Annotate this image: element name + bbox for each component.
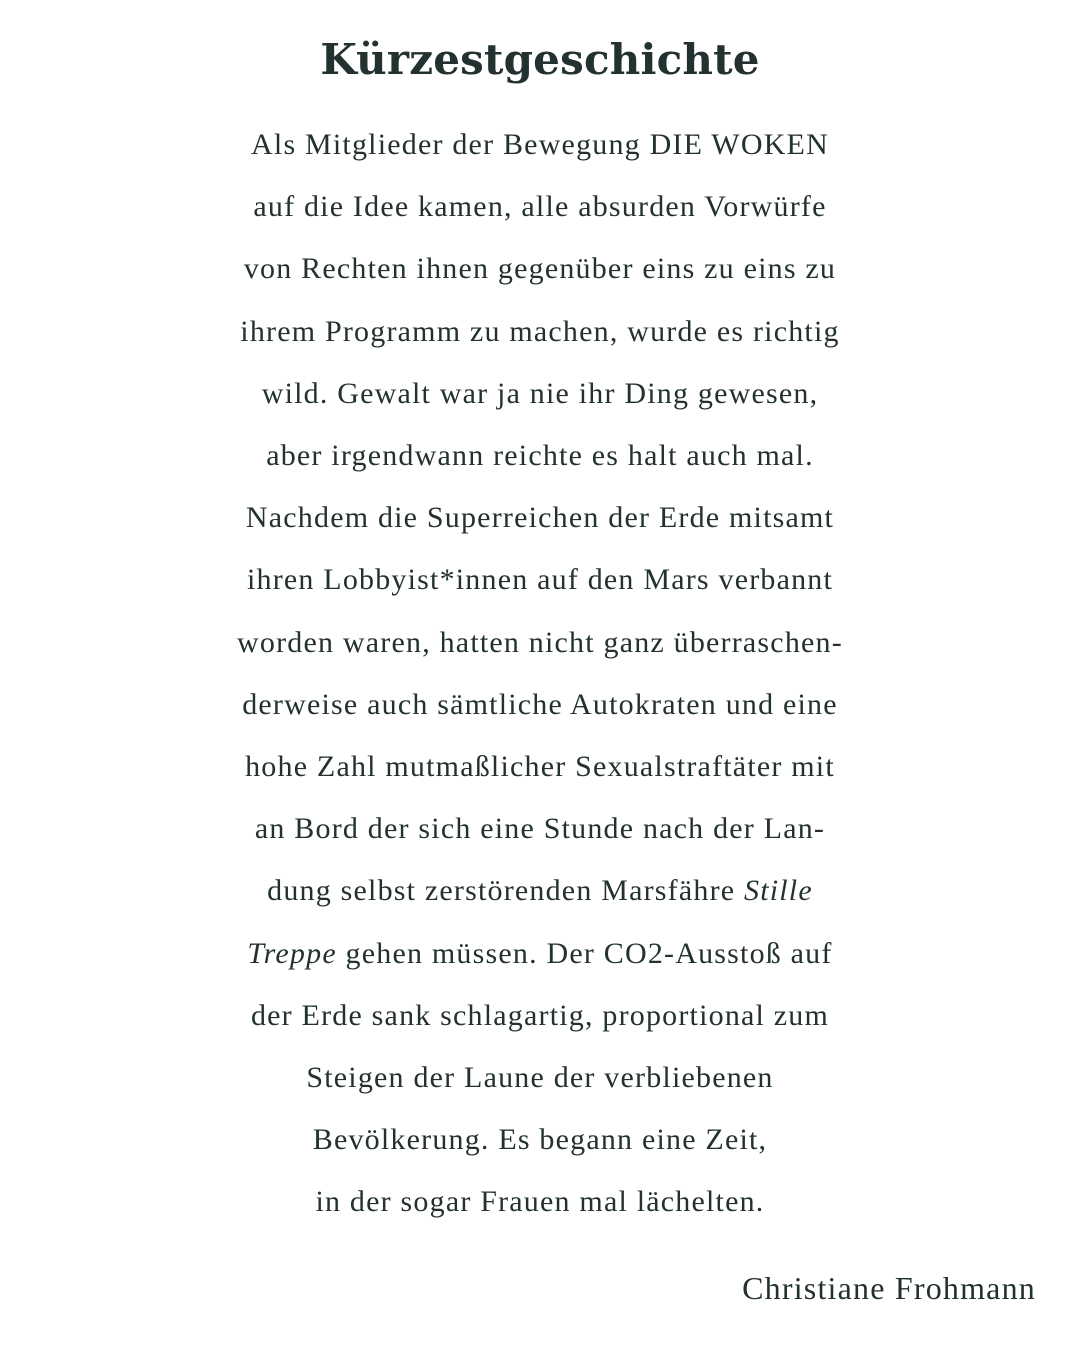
story-line: Als Mitglieder der Bewegung DIE WOKEN bbox=[251, 128, 829, 161]
story-line: an Bord der sich eine Stunde nach der Lan- bbox=[254, 812, 826, 846]
story-title: Kürzestgeschichte bbox=[320, 35, 760, 84]
story-line: in der sogar Frauen mal lächelten. bbox=[315, 1185, 765, 1219]
story-line-text: dung selbst zerstörenden Marsfähre bbox=[267, 874, 736, 908]
story-line-with-italic bbox=[0, 923, 1080, 985]
story-line: hohe Zahl mutmaßlicher Sexualstraftäter mit bbox=[245, 750, 835, 784]
story-line: Nachdem die Superreichen der Erde mitsamt bbox=[245, 501, 835, 535]
author-name: Christiane Frohmann bbox=[742, 1270, 1036, 1306]
story-line: auf die Idee kamen, alle absurden Vorwürfe bbox=[253, 190, 827, 224]
story-line: der Erde sank schlagartig, proportional zum bbox=[250, 998, 830, 1032]
story-line: ihrem Programm zu machen, wurde es richtig bbox=[240, 314, 840, 348]
story-line: ihren Lobbyist*innen auf den Mars verbannt bbox=[246, 563, 834, 597]
ship-name-italic: Stille bbox=[744, 874, 813, 908]
story-line: Bevölkerung. Es begann eine Zeit, bbox=[312, 1123, 768, 1157]
story-line: aber irgendwann reichte es halt auch mal. bbox=[266, 439, 814, 473]
story-line: worden waren, hatten nicht ganz überraschen- bbox=[237, 625, 843, 659]
story-line-with-italic bbox=[0, 860, 1080, 922]
ship-name-italic: Treppe bbox=[247, 936, 337, 970]
story-line: derweise auch sämtliche Autokraten und eine bbox=[242, 687, 838, 721]
story-line: wild. Gewalt war ja nie ihr Ding gewesen, bbox=[261, 376, 819, 410]
story-line: von Rechten ihnen gegenüber eins zu eins zu bbox=[243, 252, 837, 286]
story-line-text: gehen müssen. Der CO2-Ausstoß auf bbox=[345, 936, 833, 970]
story-line: Steigen der Laune der verbliebenen bbox=[306, 1061, 774, 1095]
story-text bbox=[0, 114, 1080, 1234]
